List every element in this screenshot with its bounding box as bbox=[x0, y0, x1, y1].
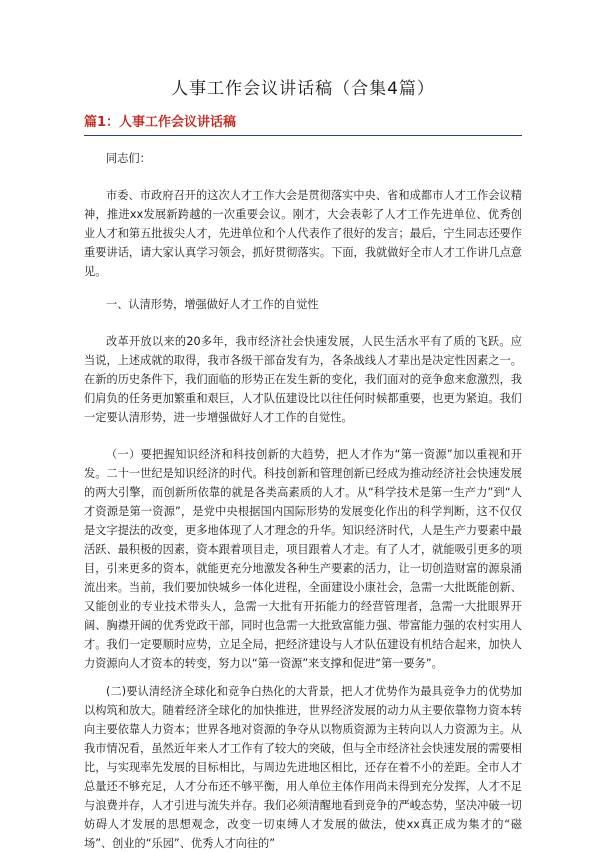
paragraph-knowledge-economy: （一）要把握知识经济和科技创新的大趋势，把人才作为“第一资源”加以重视和开发。二十一世纪是知识经济的时代。科技创新和管理创新已经成为推动经济社会快速发展的两大引擎，而创新所依靠的就是各类高素质的人才。从“科学技术是第一生产力”到“人才资源是第一资源”，是党中央根据国内国际形势的发展变化作出的科学判断，这不仅仅是文字提法的改变，更多地体现了人才理念的升华。知识经济时代，人是生产力要素中最活跃、最积极的因素，资本跟着项目走，项目跟着人才走。有了人才，就能吸引更多的项目，引来更多的资本，就能更充分地激发各种生产要素的活力，让一切创造财富的源泉涌流出来。当前，我们要加快城乡一体化进程，全面建设小康社会，急需一大批既能创新、又能创业的专业技术带头人，急需一大批有开拓能力的经营管理者，急需一大批眼界开阔、胸襟开阔的优秀党政干部，同时也急需一大批致富能力强、带富能力强的农村实用人才。我们一定要顺时应势，立足全局，把经济建设与人才队伍建设有机结合起来，加快人力资源向人才资本的转变，努力以“第一资源”来支撑和促进“第一要务”。 bbox=[84, 448, 522, 670]
document-title: 人事工作会议讲话稿（合集4篇） bbox=[171, 79, 435, 99]
salutation: 同志们： bbox=[106, 152, 151, 165]
section-heading bbox=[84, 114, 522, 136]
paragraph-situation: 改革开放以来的20多年，我市经济社会快速发展，人民生活水平有了质的飞跃。应当说，上述成就的取得，我市各级干部奋发有为，各条战线人才辈出是决定性因素之一。在新的历史条件下，我们面临的形势正在发生新的变化，我们面对的竞争愈来愈激烈，我们肩负的任务更加繁重和艰巨，人才队伍建设比以往任何时候都重要，也更为紧迫。我们一定要认清形势，进一步增强做好人才工作的自觉性。 bbox=[84, 335, 522, 424]
paragraph-opening: 市委、市政府召开的这次人才工作大会是贯彻落实中央、省和成都市人才工作会议精神，推进xx发展新跨越的一次重要会议。刚才，大会表彰了人才工作先进单位、优秀创业人才和第五批拔尖人才，先进单位和个人代表作了很好的发言；最后，宁生同志还要作重要讲话，请大家认真学习领会，抓好贯彻落实。下面，我就做好全市人才工作讲几点意见。 bbox=[84, 189, 522, 278]
section-heading-text: 篇1：人事工作会议讲话稿 bbox=[84, 115, 237, 130]
subheading-situation: 一、认清形势，增强做好人才工作的自觉性 bbox=[106, 298, 319, 311]
paragraph-globalization: (二)要认清经济全球化和竞争白热化的大背景，把人才优势作为最具竞争力的优势加以构筑和放大。随着经济全球化的加快推进，世界经济发展的动力从主要依靠物力资本转向主要依靠人力资本；世界各地对资源的争夺从以物质资源为主转向以人力资源为主。从我市情况看，虽然近年来人才工作有了较大的突破，但与全市经济社会快速发展的需要相比，与实现率先发展的目标相比，与周边先进地区相比，还存在着不小的差距。全市人才总量还不够充足，人才分布还不够平衡，用人单位主体作用尚未得到充分发挥，人才不足与浪费并存，人才引进与流失并存。我们必须清醒地看到竞争的严峻态势，坚决冲破一切妨碍人才发展的思想观念，改变一切束缚人才发展的做法，使xx真正成为集才的“磁场”、创业的“乐园”、优秀人才向往的” bbox=[84, 685, 522, 850]
